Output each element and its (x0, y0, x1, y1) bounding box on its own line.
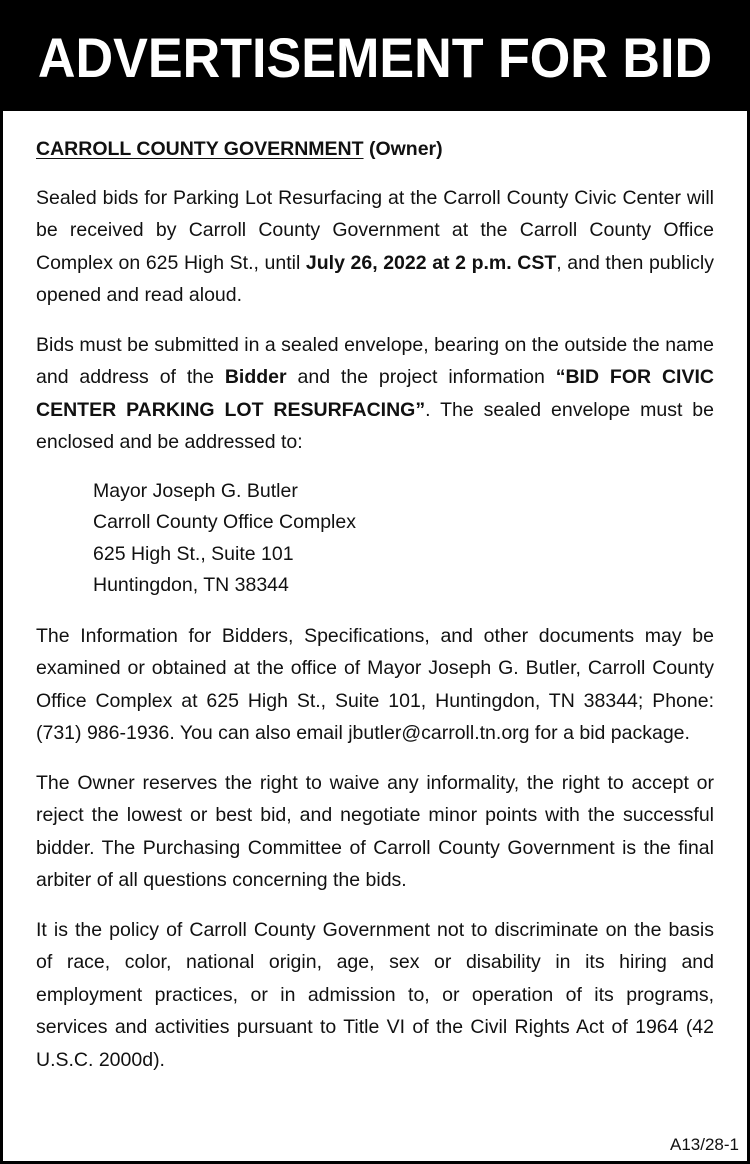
submission-text-3: . The sealed envelope must be enclosed and be addressed to: (36, 398, 714, 453)
bid-intro-end: , and then publicly opened and read aloud. (36, 251, 714, 306)
bid-intro-text: Sealed bids for Parking Lot Resurfacing at the Carroll County Civic Center will be received by Carroll County Government at the Carroll County Office Complex on 625 High St., until (36, 186, 714, 274)
address-line-office: Carroll County Office Complex (93, 511, 356, 533)
reference-code: A13/28-1 (670, 1135, 739, 1154)
owner-name: CARROLL COUNTY GOVERNMENT (36, 138, 364, 160)
mailing-address (93, 476, 714, 602)
submission-text-1: Bids must be submitted in a sealed envelope, bearing on the outside the name and address of the (36, 333, 714, 388)
owner-line (36, 133, 714, 166)
documents-paragraph: The Information for Bidders, Specifications, and other documents may be examined or obtained at the office of Mayor Joseph G. Butler, Carroll County Office Complex at 625 High St., Suite 101, Huntingdon, TN 38344; Phone: (731) 986-1936. You can also email jbutler@carroll.tn.org for a bid package. (36, 624, 714, 744)
page-title: ADVERTISEMENT FOR BID (29, 3, 721, 111)
project-title: “BID FOR CIVIC CENTER PARKING LOT RESURFACING” (36, 366, 714, 421)
address-line-street: 625 High St., Suite 101 (93, 542, 294, 565)
bid-intro-paragraph (36, 182, 714, 312)
nondiscrimination-paragraph: It is the policy of Carroll County Government not to discriminate on the basis of race, color, national origin, age, sex or disability in its hiring and employment practices, or in admission to, or operation of its programs, services and activities pursuant to Title VI of the Civil Rights Act of 1964 (42 U.S.C. 2000d). (36, 918, 714, 1071)
title-banner (3, 3, 747, 111)
address-line-name: Mayor Joseph G. Butler (93, 479, 298, 502)
bid-deadline: July 26, 2022 at 2 p.m. CST (305, 251, 557, 274)
owner-role: (Owner) (368, 138, 443, 160)
advertisement-body (3, 111, 747, 1076)
submission-paragraph (36, 329, 714, 459)
owner-rights-paragraph: The Owner reserves the right to waive any informality, the right to accept or reject the lowest or best bid, and negotiate minor points with the successful bidder. The Purchasing Committee of Carroll County Government is the final arbiter of all questions concerning the bids. (36, 771, 714, 891)
bidder-label: Bidder (224, 366, 287, 388)
submission-text-2: and the project information (286, 366, 556, 388)
address-line-city: Huntingdon, TN 38344 (93, 574, 289, 596)
